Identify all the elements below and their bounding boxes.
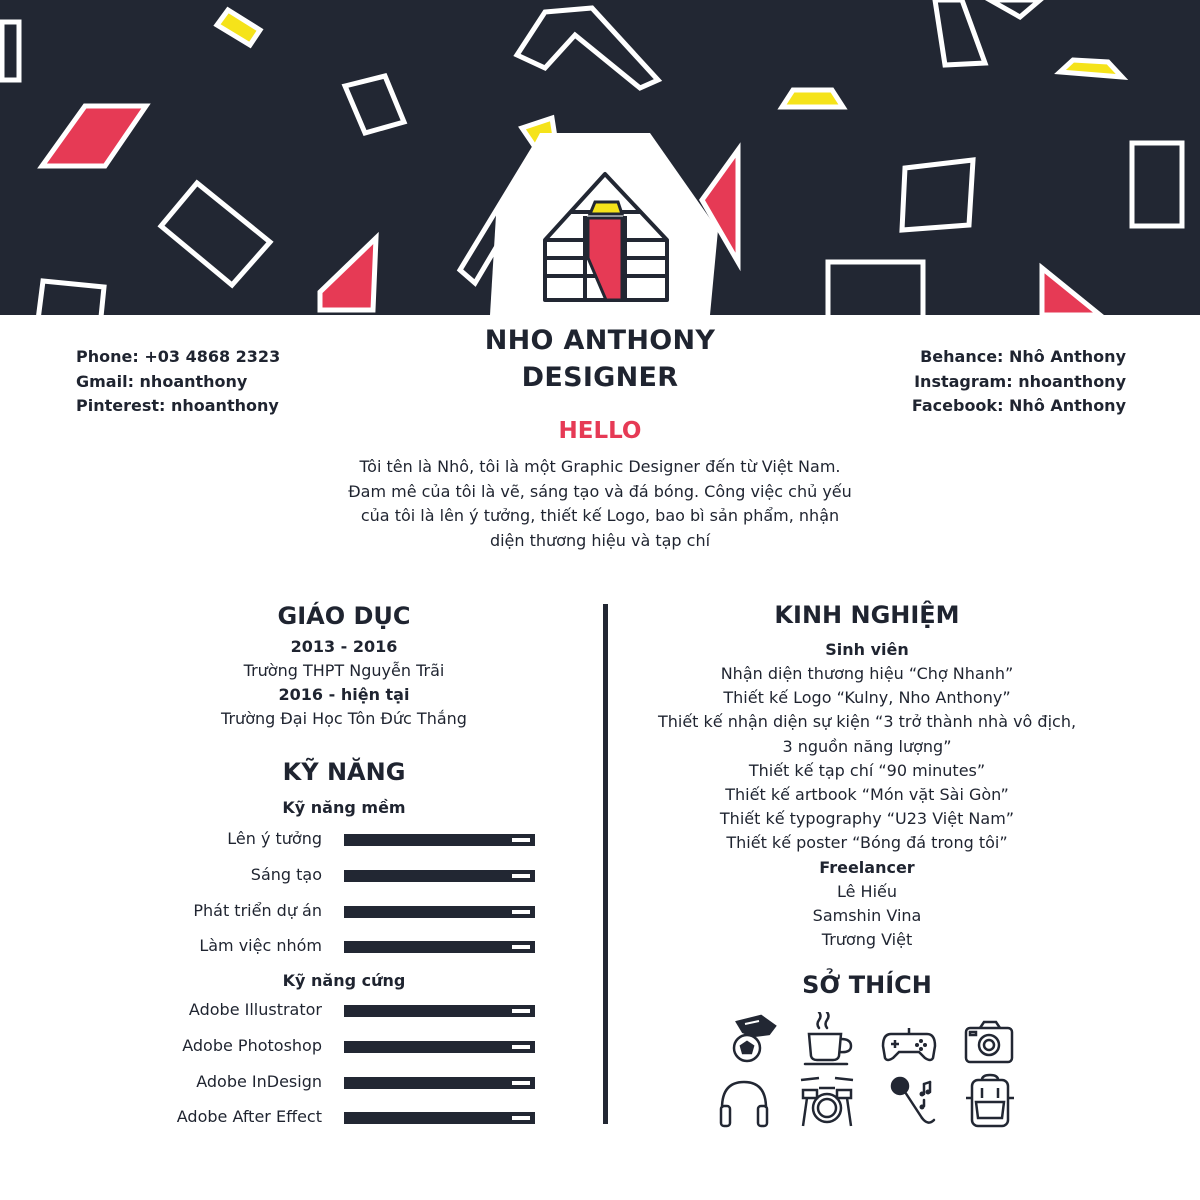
experience-item: Thiết kế artbook “Món vặt Sài Gòn”: [725, 785, 1009, 805]
experience-title: KINH NGHIỆM: [774, 601, 960, 629]
freelancer-item: Trương Việt: [821, 930, 913, 950]
instagram-text: Instagram: nhoanthony: [914, 371, 1126, 391]
skill-label: Sáng tạo: [250, 864, 322, 884]
contact-left: [76, 345, 280, 419]
education-school: Trường Đại Học Tôn Đức Thắng: [221, 709, 467, 729]
facebook-text: Facebook: Nhô Anthony: [911, 396, 1126, 415]
intro-line: diện thương hiệu và tạp chí: [489, 530, 711, 550]
hard-skills-title: Kỹ năng cứng: [282, 971, 406, 990]
person-name: NHO ANTHONY: [484, 325, 716, 356]
hello-title: HELLO: [558, 418, 642, 444]
pinterest-text: Pinterest: nhoanthony: [76, 396, 279, 415]
headphones-icon: [716, 1074, 772, 1130]
header-banner: [0, 0, 1200, 315]
skills-header: [144, 757, 544, 820]
education-title: GIÁO DỤC: [277, 602, 411, 630]
skill-level-marker: [512, 945, 530, 949]
skill-level-marker: [512, 874, 530, 878]
name-block: [400, 322, 800, 396]
experience-item: Nhận diện thương hiệu “Chợ Nhanh”: [720, 664, 1014, 683]
skill-bar: [344, 1077, 535, 1089]
skill-level-marker: [512, 910, 530, 914]
skill-bar: [344, 1005, 535, 1017]
skill-level-marker: [512, 838, 530, 842]
skill-level-marker: [512, 1009, 530, 1013]
skill-label: Adobe After Effect: [176, 1107, 322, 1127]
skill-level-marker: [512, 1116, 530, 1120]
student-title: Sinh viên: [825, 640, 909, 659]
education-years: 2013 - 2016: [290, 637, 398, 656]
microphone-icon: [884, 1074, 940, 1130]
intro-line: Tôi tên là Nhô, tôi là một Graphic Designer đến từ Việt Nam.: [359, 457, 841, 476]
experience-item: Thiết kế nhận diện sự kiện “3 trở thành nhà vô địch,: [657, 712, 1077, 732]
hobbies-title: SỞ THÍCH: [802, 971, 932, 999]
intro-paragraph: [324, 455, 876, 553]
intro-line: của tôi là lên ý tưởng, thiết kế Logo, bao bì sản phẩm, nhận: [360, 506, 840, 525]
experience-item: 3 nguồn năng lượng”: [782, 736, 952, 756]
intro-line: Đam mê của tôi là vẽ, sáng tạo và đá bóng. Công việc chủ yếu: [348, 481, 852, 501]
skill-bar: [344, 870, 535, 882]
column-divider: [603, 604, 608, 1124]
contact-right: [912, 345, 1126, 419]
letter-a-logo-icon: [0, 0, 1200, 315]
skill-bar: [344, 834, 535, 846]
freelancer-title: Freelancer: [819, 857, 915, 877]
skill-level-marker: [512, 1081, 530, 1085]
drum-icon: [799, 1072, 855, 1128]
skill-level-marker: [512, 1045, 530, 1049]
person-role: DESIGNER: [521, 362, 679, 393]
freelancer-item: Samshin Vina: [812, 905, 922, 925]
education-section: [144, 601, 544, 731]
education-school: Trường THPT Nguyễn Trãi: [243, 661, 445, 680]
camera-icon: [962, 1014, 1018, 1070]
skills-title: KỸ NĂNG: [282, 758, 406, 786]
hobbies-header: [717, 970, 1017, 1000]
behance-text: Behance: Nhô Anthony: [920, 347, 1126, 366]
skill-bar: [344, 1112, 535, 1124]
education-years: 2016 - hiện tại: [278, 685, 410, 705]
skill-label: Adobe Illustrator: [188, 1000, 322, 1019]
skill-label: Adobe InDesign: [196, 1071, 322, 1091]
gamepad-icon: [881, 1014, 937, 1070]
skill-bar: [344, 941, 535, 953]
backpack-icon: [962, 1072, 1018, 1128]
football-icon: [725, 1012, 781, 1068]
experience-item: Thiết kế tạp chí “90 minutes”: [748, 760, 986, 780]
experience-item: Thiết kế poster “Bóng đá trong tôi”: [726, 833, 1008, 853]
gmail-text: Gmail: nhoanthony: [76, 371, 248, 391]
skill-label: Lên ý tưởng: [227, 829, 322, 848]
soft-skills-title: Kỹ năng mềm: [282, 798, 406, 817]
skill-label: Adobe Photoshop: [182, 1035, 322, 1055]
experience-item: Thiết kế Logo “Kulny, Nho Anthony”: [723, 688, 1011, 708]
skill-label: Phát triển dự án: [193, 900, 322, 920]
skill-label: Làm việc nhóm: [199, 936, 322, 956]
experience-item: Thiết kế typography “U23 Việt Nam”: [719, 809, 1015, 829]
freelancer-item: Lê Hiếu: [836, 881, 898, 901]
hard-skills-header: [144, 969, 544, 993]
skill-bar: [344, 1041, 535, 1053]
skill-bar: [344, 906, 535, 918]
phone-text: Phone: +03 4868 2323: [76, 347, 281, 366]
coffee-icon: [801, 1012, 857, 1068]
experience-section: [617, 600, 1117, 952]
